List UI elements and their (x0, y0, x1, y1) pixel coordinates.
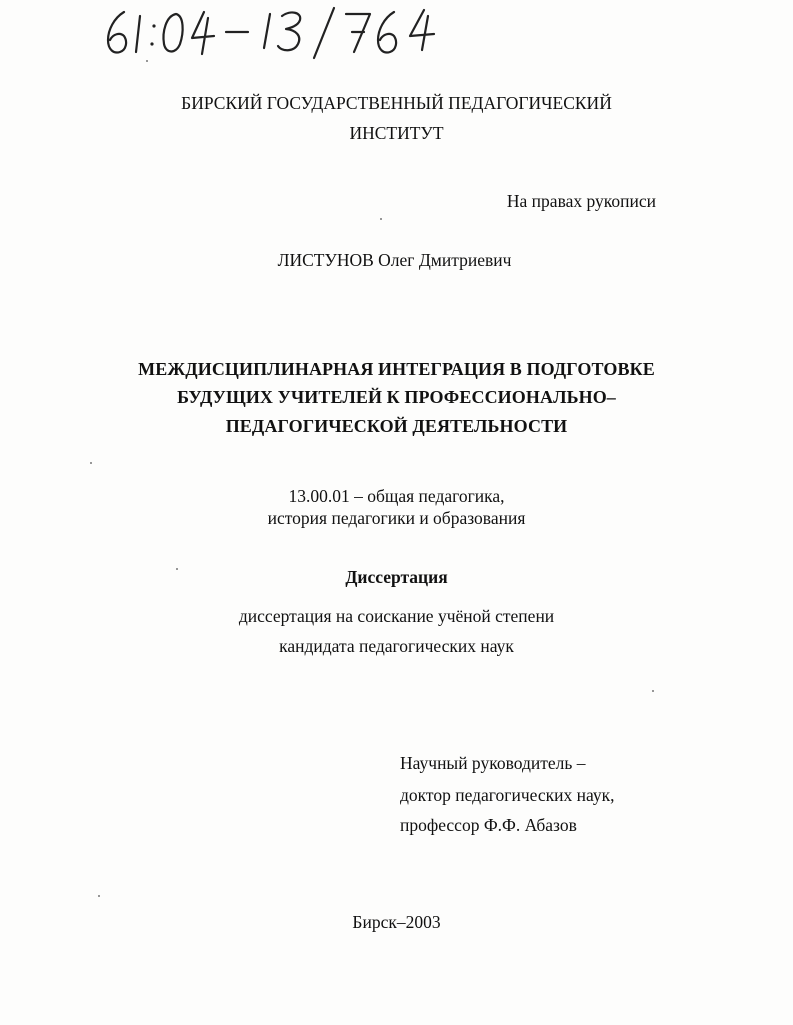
rights-note: На правах рукописи (506, 191, 656, 211)
supervisor-line-3: профессор Ф.Ф. Абазов (400, 815, 577, 835)
supervisor-line-1: Научный руководитель – (400, 753, 586, 773)
degree-line-2: кандидата педагогических наук (279, 636, 514, 656)
document-type: Диссертация (345, 567, 448, 587)
scan-speck (98, 895, 100, 897)
city-year: Бирск–2003 (352, 912, 441, 932)
degree-line-1: диссертация на соискание учёной степени (238, 606, 555, 626)
author-name: ЛИСТУНОВ Олег Дмитриевич (277, 250, 512, 270)
dissertation-title-line-1: МЕЖДИСЦИПЛИНАРНАЯ ИНТЕГРАЦИЯ В ПОДГОТОВКЕ (138, 359, 655, 379)
scan-speck (146, 60, 148, 62)
scan-speck (90, 462, 92, 464)
archive-code-text: 61:04-13/764 (102, 2, 108, 3)
dissertation-title-line-2: БУДУЩИХ УЧИТЕЛЕЙ К ПРОФЕССИОНАЛЬНО– (177, 387, 616, 407)
handwritten-archive-code (102, 2, 462, 60)
institute-name-line-1: БИРСКИЙ ГОСУДАРСТВЕННЫЙ ПЕДАГОГИЧЕСКИЙ (181, 93, 612, 113)
scan-speck (652, 690, 654, 692)
institute-name-line-2: ИНСТИТУТ (349, 123, 444, 143)
specialty-line-2: история педагогики и образования (267, 508, 526, 528)
dissertation-title-line-3: ПЕДАГОГИЧЕСКОЙ ДЕЯТЕЛЬНОСТИ (225, 416, 568, 436)
supervisor-line-2: доктор педагогических наук, (400, 785, 615, 805)
specialty-line-1: 13.00.01 – общая педагогика, (288, 486, 505, 506)
scan-speck (176, 568, 178, 570)
scan-speck (380, 218, 382, 220)
